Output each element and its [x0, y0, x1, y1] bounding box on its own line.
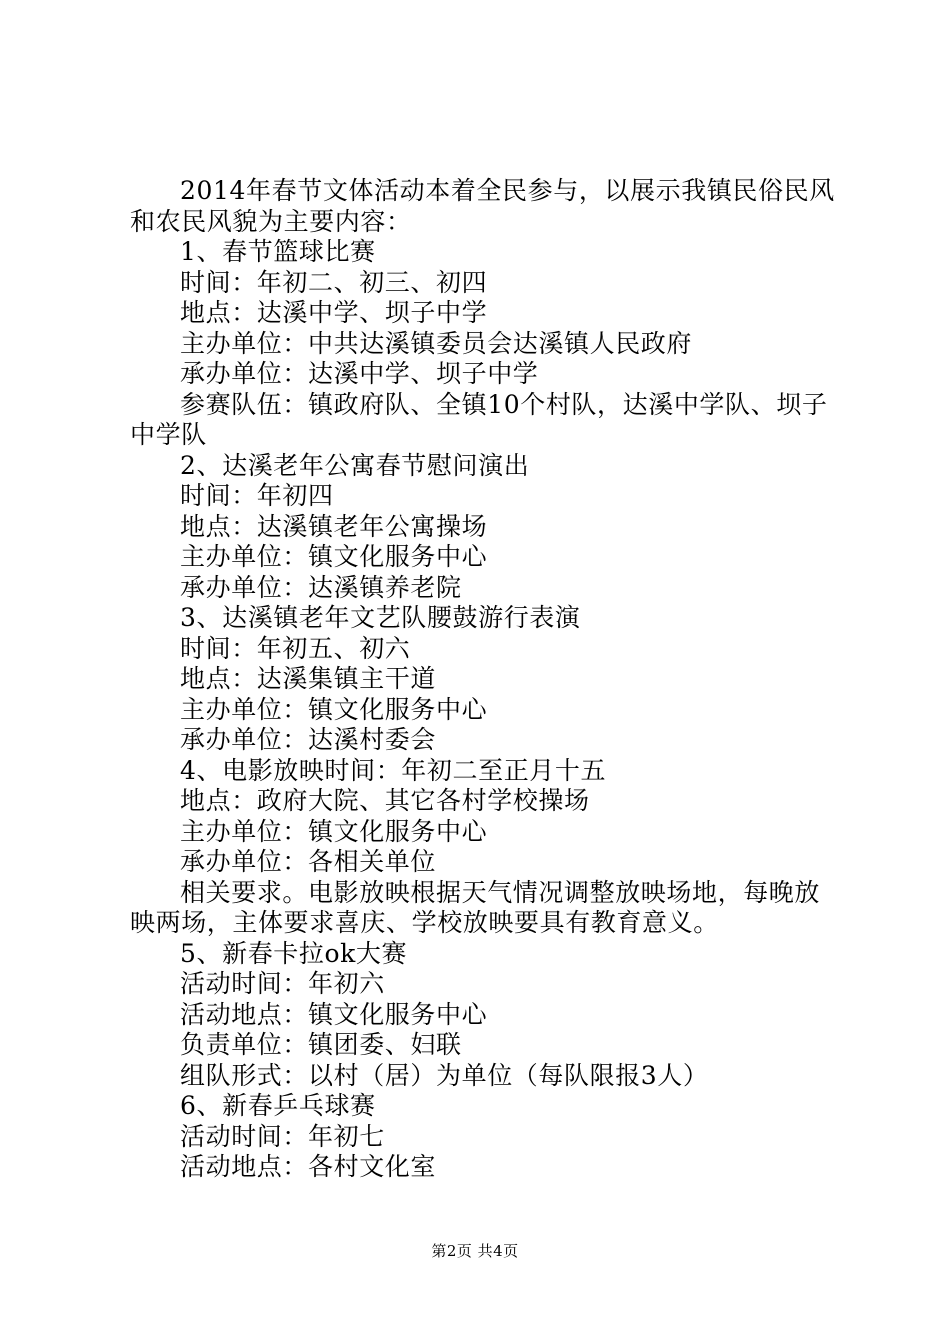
- page-footer: 第2页 共4页: [431, 1242, 519, 1260]
- paragraph-line: 组队形式：以村（居）为单位（每队限报3人）: [180, 1060, 709, 1090]
- document-body: [130, 176, 835, 1183]
- paragraph-line: 6、新春乒乓球赛: [180, 1091, 376, 1120]
- paragraph-line: 承办单位：各相关单位: [180, 847, 437, 876]
- paragraph-line: 5、新春卡拉ok大赛: [180, 938, 408, 968]
- paragraph-line: 地点：达溪集镇主干道: [180, 664, 437, 693]
- paragraph-line: 承办单位：达溪镇养老院: [180, 572, 462, 602]
- paragraph-line: 地点：政府大院、其它各村学校操场: [180, 786, 590, 815]
- paragraph-line: 时间：年初二、初三、初四: [180, 267, 488, 297]
- paragraph-line: 活动地点：各村文化室: [180, 1152, 437, 1181]
- paragraph-line: 活动地点：镇文化服务中心: [180, 999, 488, 1029]
- paragraph-line: 映两场，主体要求喜庆、学校放映要具有教育意义。: [130, 908, 719, 937]
- paragraph-line: 主办单位：镇文化服务中心: [180, 694, 488, 724]
- paragraph-line: 1、春节篮球比赛: [180, 237, 376, 266]
- paragraph-line: 承办单位：达溪村委会: [180, 725, 437, 754]
- paragraph-line: 相关要求。电影放映根据天气情况调整放映场地，每晚放: [180, 877, 821, 907]
- paragraph-line: 中学队: [130, 420, 207, 449]
- paragraph-line: 2、达溪老年公寓春节慰问演出: [180, 450, 530, 480]
- paragraph-line: 承办单位：达溪中学、坝子中学: [180, 359, 539, 388]
- paragraph-line: 主办单位：中共达溪镇委员会达溪镇人民政府: [180, 328, 693, 358]
- paragraph-line: 和农民风貌为主要内容：: [130, 206, 412, 236]
- paragraph-line: 地点：达溪中学、坝子中学: [180, 298, 488, 327]
- paragraph-line: 2014年春节文体活动本着全民参与，以展示我镇民俗民风: [180, 176, 835, 205]
- paragraph-line: 时间：年初五、初六: [180, 633, 411, 663]
- paragraph-line: 主办单位：镇文化服务中心: [180, 816, 488, 846]
- paragraph-line: 4、电影放映时间：年初二至正月十五: [180, 755, 607, 785]
- paragraph-line: 活动时间：年初六: [180, 969, 385, 998]
- paragraph-line: 主办单位：镇文化服务中心: [180, 542, 488, 571]
- paragraph-line: 负责单位：镇团委、妇联: [180, 1030, 462, 1059]
- paragraph-line: 地点：达溪镇老年公寓操场: [180, 511, 488, 541]
- paragraph-line: 3、达溪镇老年文艺队腰鼓游行表演: [180, 603, 581, 632]
- paragraph-line: 时间：年初四: [180, 481, 334, 510]
- paragraph-line: 活动时间：年初七: [180, 1121, 385, 1151]
- paragraph-line: 参赛队伍：镇政府队、全镇10个村队，达溪中学队、坝子: [180, 389, 828, 419]
